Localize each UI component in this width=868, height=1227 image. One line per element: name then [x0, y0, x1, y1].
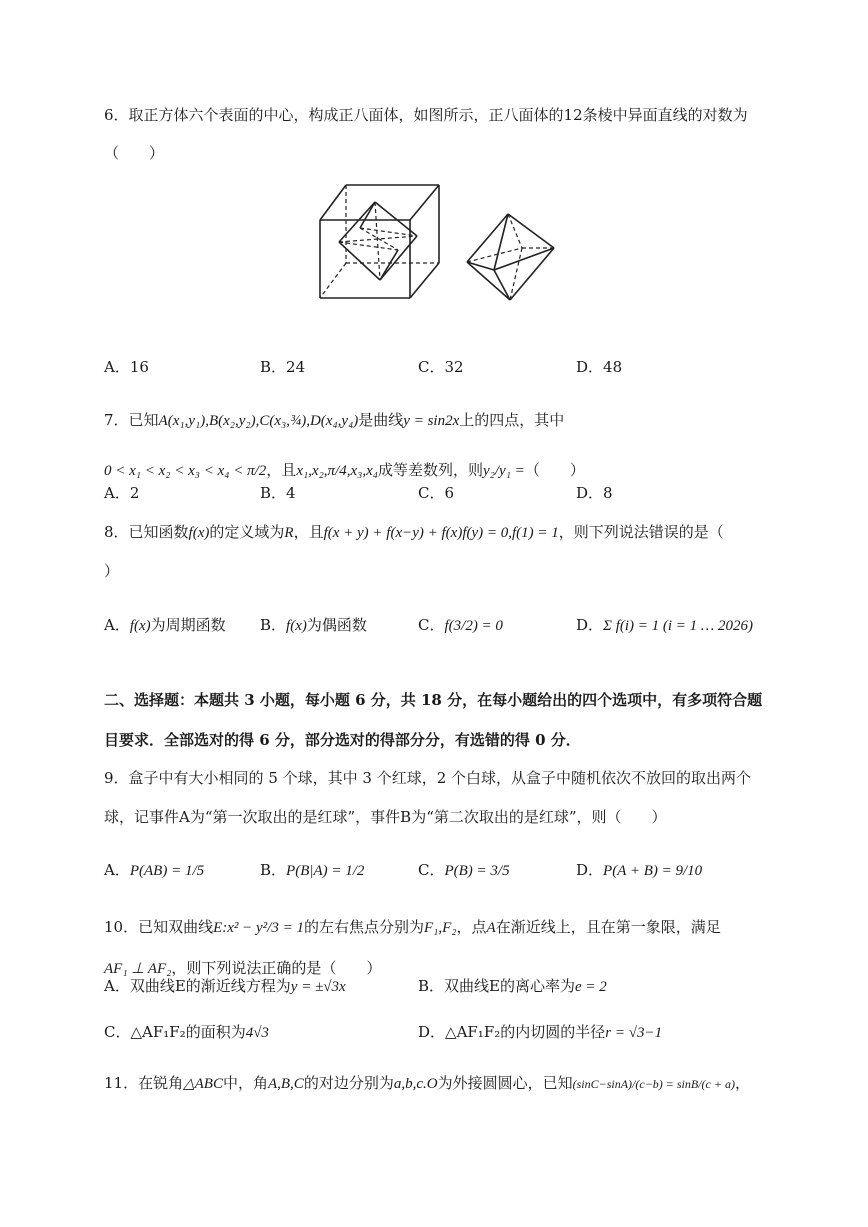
- q8-b-letter: B．: [260, 616, 287, 634]
- q7-points: A(x₁,y₁),B(x₂,y₂),C(x₃,¾),D(x₄,y₄): [158, 413, 359, 429]
- q10-d-math: r = √3−1: [605, 1025, 663, 1041]
- q9-b-letter: B．: [260, 861, 287, 879]
- q10-b-math: e = 2: [574, 979, 607, 995]
- q7-prefix: 7．已知: [104, 411, 159, 429]
- q6-option-c: C．32: [418, 358, 464, 376]
- q9-line1: 9．盒子中有大小相同的 5 个球，其中 3 个红球，2 个白球，从盒子中随机依次不放回的取出两个: [104, 769, 752, 787]
- q8-close: ）: [104, 562, 120, 580]
- q7-ratio: y₂/y₁ =: [483, 463, 525, 479]
- q11-mid1: 中，角: [222, 1074, 268, 1092]
- q10-point-a: A: [486, 920, 496, 936]
- q6-stem: 6．取正方体六个表面的中心，构成正八面体，如图所示，正八面体的12条棱中异面直线的对数为: [104, 106, 748, 124]
- q9-option-a: [104, 860, 204, 881]
- q11-prefix: 11．在锐角: [104, 1074, 184, 1092]
- q8-prefix: 8．已知函数: [104, 523, 189, 541]
- q7-condition: 0 < x₁ < x₂ < x₃ < x₄ < π/2: [104, 463, 267, 479]
- q11-line1: [104, 1073, 750, 1094]
- q10-a-letter: A．: [104, 977, 130, 995]
- q9-c-math: P(B) = 3/5: [444, 863, 510, 879]
- q10-prefix: 10．已知双曲线: [104, 918, 214, 936]
- q7-paren: （ ）: [524, 461, 585, 479]
- q6-option-d: D．48: [576, 358, 623, 376]
- q9-option-d: [576, 860, 702, 881]
- q8-line1: [104, 522, 724, 543]
- q7-sequence: x₁,x₂,π/4,x₃,x₄: [296, 463, 378, 479]
- q7-seq-suffix: 成等差数列，则: [378, 461, 484, 479]
- q11-mid3: 为外接圆圆心，已知: [437, 1074, 573, 1092]
- q8-mid1: 的定义域为: [209, 523, 285, 541]
- q10-d-letter: D．: [418, 1023, 446, 1041]
- q8-option-b: [260, 615, 367, 636]
- q8-b-math: f(x): [286, 618, 307, 634]
- q8-a-text: 为周期函数: [150, 616, 226, 634]
- q10-line2-text: ，则下列说法正确的是（ ）: [171, 959, 382, 977]
- q8-a-letter: A．: [104, 616, 130, 634]
- q8-mid2: ，且: [293, 523, 324, 541]
- q11-angles: A,B,C: [267, 1076, 304, 1092]
- q8-b-text: 为偶函数: [306, 616, 367, 634]
- q10-option-a: [104, 976, 346, 997]
- q10-c-text: △AF₁F₂的面积为: [130, 1023, 246, 1041]
- q10-c-math: 4√3: [245, 1025, 269, 1041]
- q10-perpendicular: AF₁ ⊥ AF₂: [104, 961, 172, 977]
- q11-triangle: △ABC: [183, 1076, 223, 1092]
- q10-a-text: 双曲线E的渐近线方程为: [129, 977, 291, 995]
- q10-option-b: [418, 976, 607, 997]
- q10-line1: [104, 917, 721, 938]
- octahedron-figure: [462, 210, 562, 306]
- q10-suffix1: ，点: [456, 918, 487, 936]
- q10-mid: 的左右焦点分别为: [303, 918, 424, 936]
- cube-octahedron-figure: [312, 180, 442, 304]
- q10-option-d: [418, 1022, 662, 1043]
- q9-a-math: P(AB) = 1/5: [129, 863, 205, 879]
- q9-d-math: P(A + B) = 9/10: [603, 863, 703, 879]
- q10-b-text: 双曲线E的离心率为: [444, 977, 575, 995]
- q7-option-c: C．6: [418, 484, 455, 502]
- q8-suffix: ，则下列说法错误的是（: [558, 523, 724, 541]
- q10-a-math: y = ±√3x: [290, 979, 346, 995]
- q8-a-math: f(x): [129, 618, 151, 634]
- q11-mid2: 的对边分别为: [303, 1074, 394, 1092]
- q8-option-c: [418, 615, 503, 636]
- q9-c-letter: C．: [418, 861, 445, 879]
- q10-d-text: △AF₁F₂的内切圆的半径: [445, 1023, 606, 1041]
- q9-d-letter: D．: [576, 861, 604, 879]
- q8-option-a: [104, 615, 226, 636]
- q10-c-letter: C．: [104, 1023, 131, 1041]
- section2-heading-line2: 目要求．全部选对的得 6 分，部分选对的得部分分，有选错的得 0 分．: [104, 731, 581, 749]
- q7-suffix: 上的四点，其中: [459, 411, 565, 429]
- q10-foci: F₁,F₂: [424, 920, 457, 936]
- q8-option-d: [576, 615, 753, 636]
- q8-fx: f(x): [188, 525, 210, 541]
- q11-suffix: ，: [734, 1074, 750, 1092]
- q8-c-math: f(3/2) = 0: [444, 618, 503, 634]
- q7-option-a: A．2: [104, 484, 140, 502]
- q10-hyperbola: E:x² − y²/3 = 1: [213, 920, 304, 936]
- q8-domain: R: [284, 525, 294, 541]
- q9-b-math: P(B|A) = 1/2: [286, 863, 365, 879]
- q7-option-b: B．4: [260, 484, 296, 502]
- q8-d-letter: D．: [576, 616, 604, 634]
- q9-option-c: [418, 860, 510, 881]
- q9-a-letter: A．: [104, 861, 130, 879]
- q7-line2: [104, 460, 585, 481]
- q9-line2: 球，记事件A为“第一次取出的是红球”，事件B为“第二次取出的是红球”，则（ ）: [104, 808, 667, 826]
- q9-option-b: [260, 860, 364, 881]
- q10-b-letter: B．: [418, 977, 445, 995]
- q10-suffix2: 在渐近线上，且在第一象限，满足: [495, 918, 721, 936]
- q6-option-b: B．24: [260, 358, 306, 376]
- q7-line1: [104, 410, 564, 431]
- q6-paren: （ ）: [104, 144, 165, 162]
- q7-curve: y = sin2x: [403, 413, 460, 429]
- section2-heading-line1: 二、选择题：本题共 3 小题，每小题 6 分，共 18 分，在每小题给出的四个选项中，有多项符合题: [104, 691, 763, 709]
- q8-c-letter: C．: [418, 616, 445, 634]
- q11-sides: a,b,c.O: [393, 1076, 438, 1092]
- q10-option-c: [104, 1022, 269, 1043]
- q11-formula: (sinC−sinA)/(c−b) = sinB/(c + a): [572, 1077, 735, 1091]
- q7-option-d: D．8: [576, 484, 613, 502]
- q7-mid: 是曲线: [358, 411, 404, 429]
- q6-option-a: A．16: [104, 358, 149, 376]
- q7-and: ，且: [266, 461, 297, 479]
- q8-d-math: Σ f(i) = 1 (i = 1 … 2026): [603, 618, 754, 634]
- q8-equation: f(x + y) + f(x−y) + f(x)f(y) = 0,f(1) = 1: [323, 525, 559, 541]
